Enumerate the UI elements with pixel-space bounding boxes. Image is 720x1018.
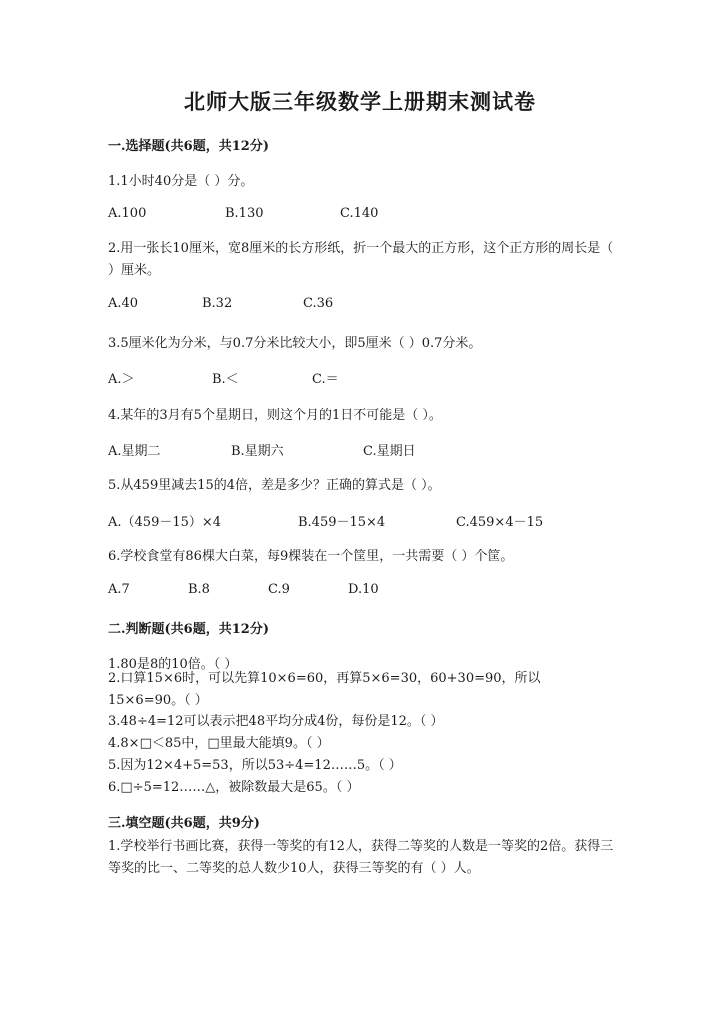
judgement-item-6: 6.□÷5=12……△，被除数最大是65。（ ） xyxy=(108,780,360,795)
judgement-item-2: 2.口算15×6时，可以先算10×6=60，再算5×6=30，60+30=90，所以15×6=90。（ ） xyxy=(108,671,541,708)
choice-q6-option-d: D.10 xyxy=(348,582,379,597)
choice-q2-option-c: C.36 xyxy=(303,296,334,311)
choice-q6-option-c: C.9 xyxy=(268,582,290,597)
section-heading-judgement: 二.判断题(共6题，共12分) xyxy=(108,622,269,637)
choice-question-3: 3.5厘米化为分米，与0.7分米比较大小，即5厘米（ ）0.7分米。 xyxy=(108,336,482,351)
choice-q5-option-a: A.（459－15）×4 xyxy=(108,515,222,530)
choice-q2-option-b: B.32 xyxy=(202,296,233,311)
choice-question-2: 2.用一张长10厘米，宽8厘米的长方形纸，折一个最大的正方形，这个正方形的周长是（ ）厘米。 xyxy=(108,241,614,278)
choice-q1-option-c: C.140 xyxy=(340,206,379,221)
choice-q4-option-b: B.星期六 xyxy=(231,444,284,459)
section-heading-choice: 一.选择题(共6题，共12分) xyxy=(108,139,269,154)
judgement-item-4: 4.8×□＜85中，□里最大能填9。（ ） xyxy=(108,736,330,751)
choice-q5-option-c: C.459×4－15 xyxy=(456,515,544,530)
choice-q2-option-a: A.40 xyxy=(108,296,139,311)
fill-blank-item-1: 1.学校举行书画比赛，获得一等奖的有12人，获得二等奖的人数是一等奖的2倍。获得三等奖的比一、二等奖的总人数少10人，获得三等奖的有（ ）人。 xyxy=(108,839,614,876)
choice-question-1: 1.1小时40分是（ ）分。 xyxy=(108,174,254,189)
judgement-item-3: 3.48÷4=12可以表示把48平均分成4份，每份是12。（ ） xyxy=(108,714,444,729)
choice-q4-option-a: A.星期二 xyxy=(108,444,161,459)
choice-q6-option-b: B.8 xyxy=(188,582,210,597)
choice-question-6: 6.学校食堂有86棵大白菜，每9棵装在一个筐里，一共需要（ ）个筐。 xyxy=(108,549,514,564)
choice-q3-option-b: B.＜ xyxy=(212,372,239,387)
choice-q3-option-a: A.＞ xyxy=(108,372,135,387)
judgement-item-1: 1.80是8的10倍。（ ） xyxy=(108,657,238,672)
choice-q1-option-b: B.130 xyxy=(225,206,264,221)
choice-q4-option-c: C.星期日 xyxy=(363,444,416,459)
choice-question-5: 5.从459里减去15的4倍，差是多少？正确的算式是（ ）。 xyxy=(108,478,441,493)
choice-question-4: 4.某年的3月有5个星期日，则这个月的1日不可能是（ ）。 xyxy=(108,408,442,423)
judgement-item-5: 5.因为12×4+5=53，所以53÷4=12……5。（ ） xyxy=(108,758,402,773)
section-heading-fill-blank: 三.填空题(共6题，共9分) xyxy=(108,816,260,831)
page-title: 北师大版三年级数学上册期末测试卷 xyxy=(184,89,536,114)
choice-q3-option-c: C.＝ xyxy=(312,372,339,387)
choice-q6-option-a: A.7 xyxy=(108,582,130,597)
choice-q1-option-a: A.100 xyxy=(108,206,147,221)
choice-q5-option-b: B.459－15×4 xyxy=(298,515,386,530)
